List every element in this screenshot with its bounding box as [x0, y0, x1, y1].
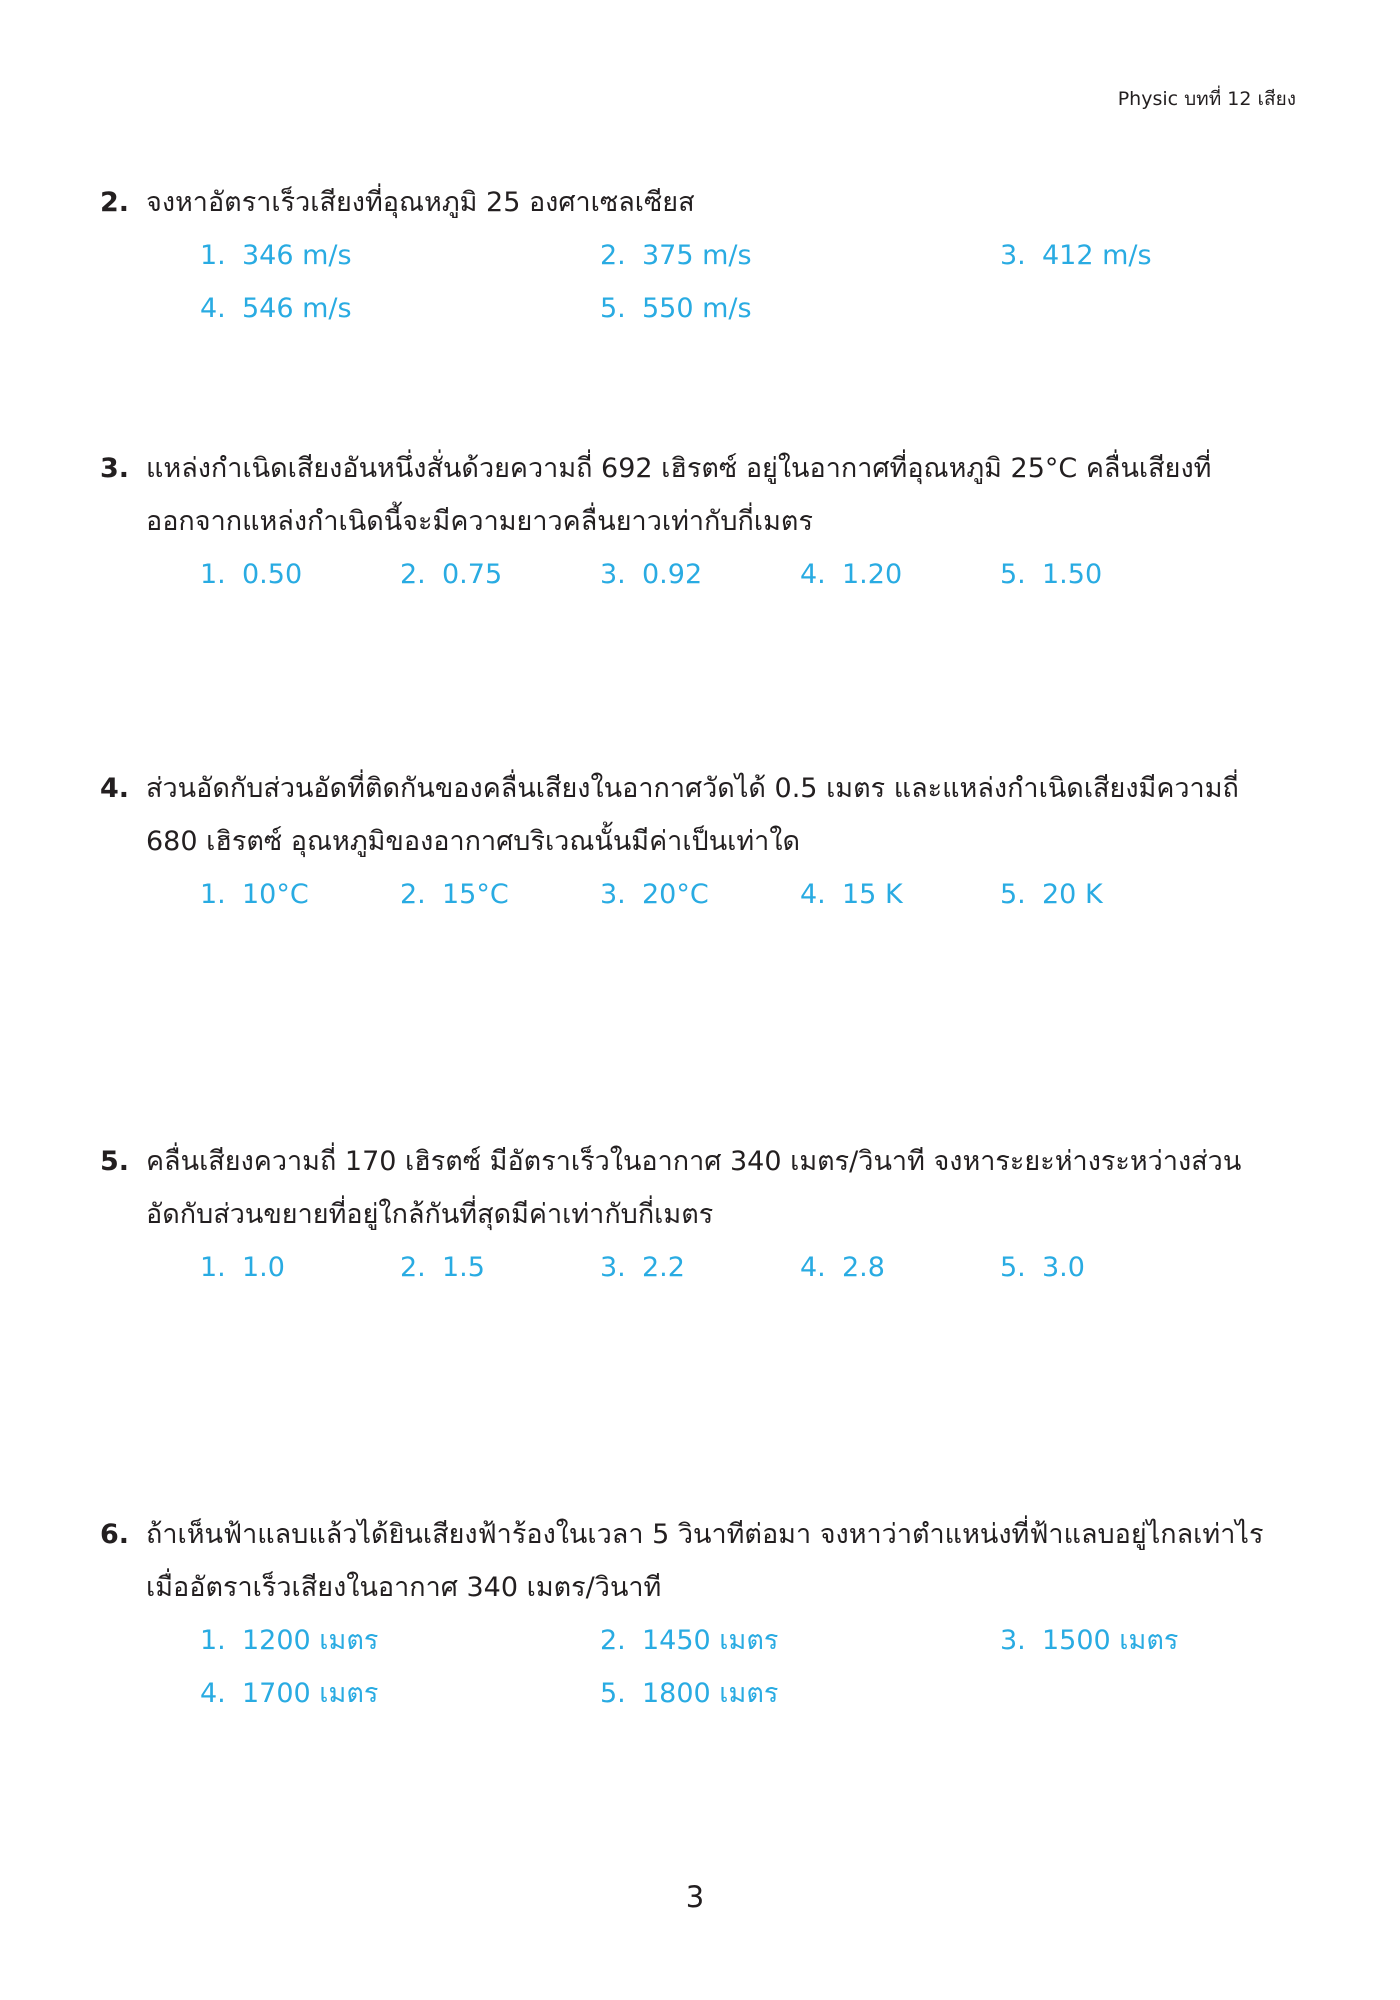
choice-3[interactable]: 3. 20°C	[600, 879, 709, 910]
choice-5[interactable]: 5. 20 K	[1000, 879, 1103, 910]
choice-list	[200, 1614, 1310, 1720]
question-text: ถ้าเห็นฟ้าแลบแล้วได้ยินเสียงฟ้าร้องในเวลา 5 วินาทีต่อมา จงหาว่าตำแหน่งที่ฟ้าแลบอยู่ไกลเท่าไร	[146, 1519, 1264, 1550]
question-number: 4.	[100, 773, 130, 804]
choice-list	[200, 1241, 1310, 1294]
question-6	[100, 1508, 1310, 1720]
choice-4[interactable]: 4. 1.20	[800, 559, 903, 590]
choice-1[interactable]: 1. 10°C	[200, 879, 309, 910]
choice-2[interactable]: 2. 1450 เมตร	[600, 1625, 779, 1656]
question-text-continued: 680 เฮิรตซ์ อุณหภูมิของอากาศบริเวณนั้นมีค่าเป็นเท่าใด	[146, 826, 801, 857]
choice-3[interactable]: 3. 2.2	[600, 1252, 685, 1283]
choice-4[interactable]: 4. 1700 เมตร	[200, 1678, 379, 1709]
choice-3[interactable]: 3. 1500 เมตร	[1000, 1625, 1179, 1656]
question-number: 2.	[100, 187, 130, 218]
choice-3[interactable]: 3. 0.92	[600, 559, 703, 590]
choice-1[interactable]: 1. 1.0	[200, 1252, 285, 1283]
question-3	[100, 442, 1310, 601]
choice-list	[200, 229, 1310, 335]
choice-2[interactable]: 2. 375 m/s	[600, 240, 752, 271]
question-number: 6.	[100, 1519, 130, 1550]
question-text: แหล่งกำเนิดเสียงอันหนึ่งสั่นด้วยความถี่ 692 เฮิรตซ์ อยู่ในอากาศที่อุณหภูมิ 25°C คลื่นเสียงที่	[146, 453, 1212, 484]
question-text: จงหาอัตราเร็วเสียงที่อุณหภูมิ 25 องศาเซลเซียส	[146, 187, 695, 218]
choice-list	[200, 548, 1310, 601]
choice-4[interactable]: 4. 2.8	[800, 1252, 885, 1283]
choice-3[interactable]: 3. 412 m/s	[1000, 240, 1152, 271]
question-number: 3.	[100, 453, 130, 484]
page-header: Physic บทที่ 12 เสียง	[1117, 88, 1296, 110]
choice-2[interactable]: 2. 1.5	[400, 1252, 485, 1283]
choice-5[interactable]: 5. 3.0	[1000, 1252, 1085, 1283]
choice-list	[200, 868, 1310, 921]
question-2	[100, 176, 1310, 335]
choice-2[interactable]: 2. 15°C	[400, 879, 509, 910]
question-text-continued: ออกจากแหล่งกำเนิดนี้จะมีความยาวคลื่นยาวเท่ากับกี่เมตร	[146, 506, 813, 537]
question-text-continued: อัดกับส่วนขยายที่อยู่ใกล้กันที่สุดมีค่าเท่ากับกี่เมตร	[146, 1199, 714, 1230]
question-text: ส่วนอัดกับส่วนอัดที่ติดกันของคลื่นเสียงในอากาศวัดได้ 0.5 เมตร และแหล่งกำเนิดเสียงมีความถี่	[146, 773, 1239, 804]
question-number: 5.	[100, 1146, 130, 1177]
choice-5[interactable]: 5. 1.50	[1000, 559, 1103, 590]
page-number: 3	[685, 1880, 705, 1914]
question-5	[100, 1135, 1310, 1294]
choice-4[interactable]: 4. 546 m/s	[200, 293, 352, 324]
choice-1[interactable]: 1. 0.50	[200, 559, 303, 590]
question-4	[100, 762, 1310, 921]
question-text-continued: เมื่ออัตราเร็วเสียงในอากาศ 340 เมตร/วินาที	[146, 1572, 662, 1603]
question-text: คลื่นเสียงความถี่ 170 เฮิรตซ์ มีอัตราเร็วในอากาศ 340 เมตร/วินาที จงหาระยะห่างระหว่างส่วน	[146, 1146, 1242, 1177]
choice-1[interactable]: 1. 1200 เมตร	[200, 1625, 379, 1656]
choice-5[interactable]: 5. 550 m/s	[600, 293, 752, 324]
choice-1[interactable]: 1. 346 m/s	[200, 240, 352, 271]
choice-4[interactable]: 4. 15 K	[800, 879, 903, 910]
choice-2[interactable]: 2. 0.75	[400, 559, 503, 590]
choice-5[interactable]: 5. 1800 เมตร	[600, 1678, 779, 1709]
